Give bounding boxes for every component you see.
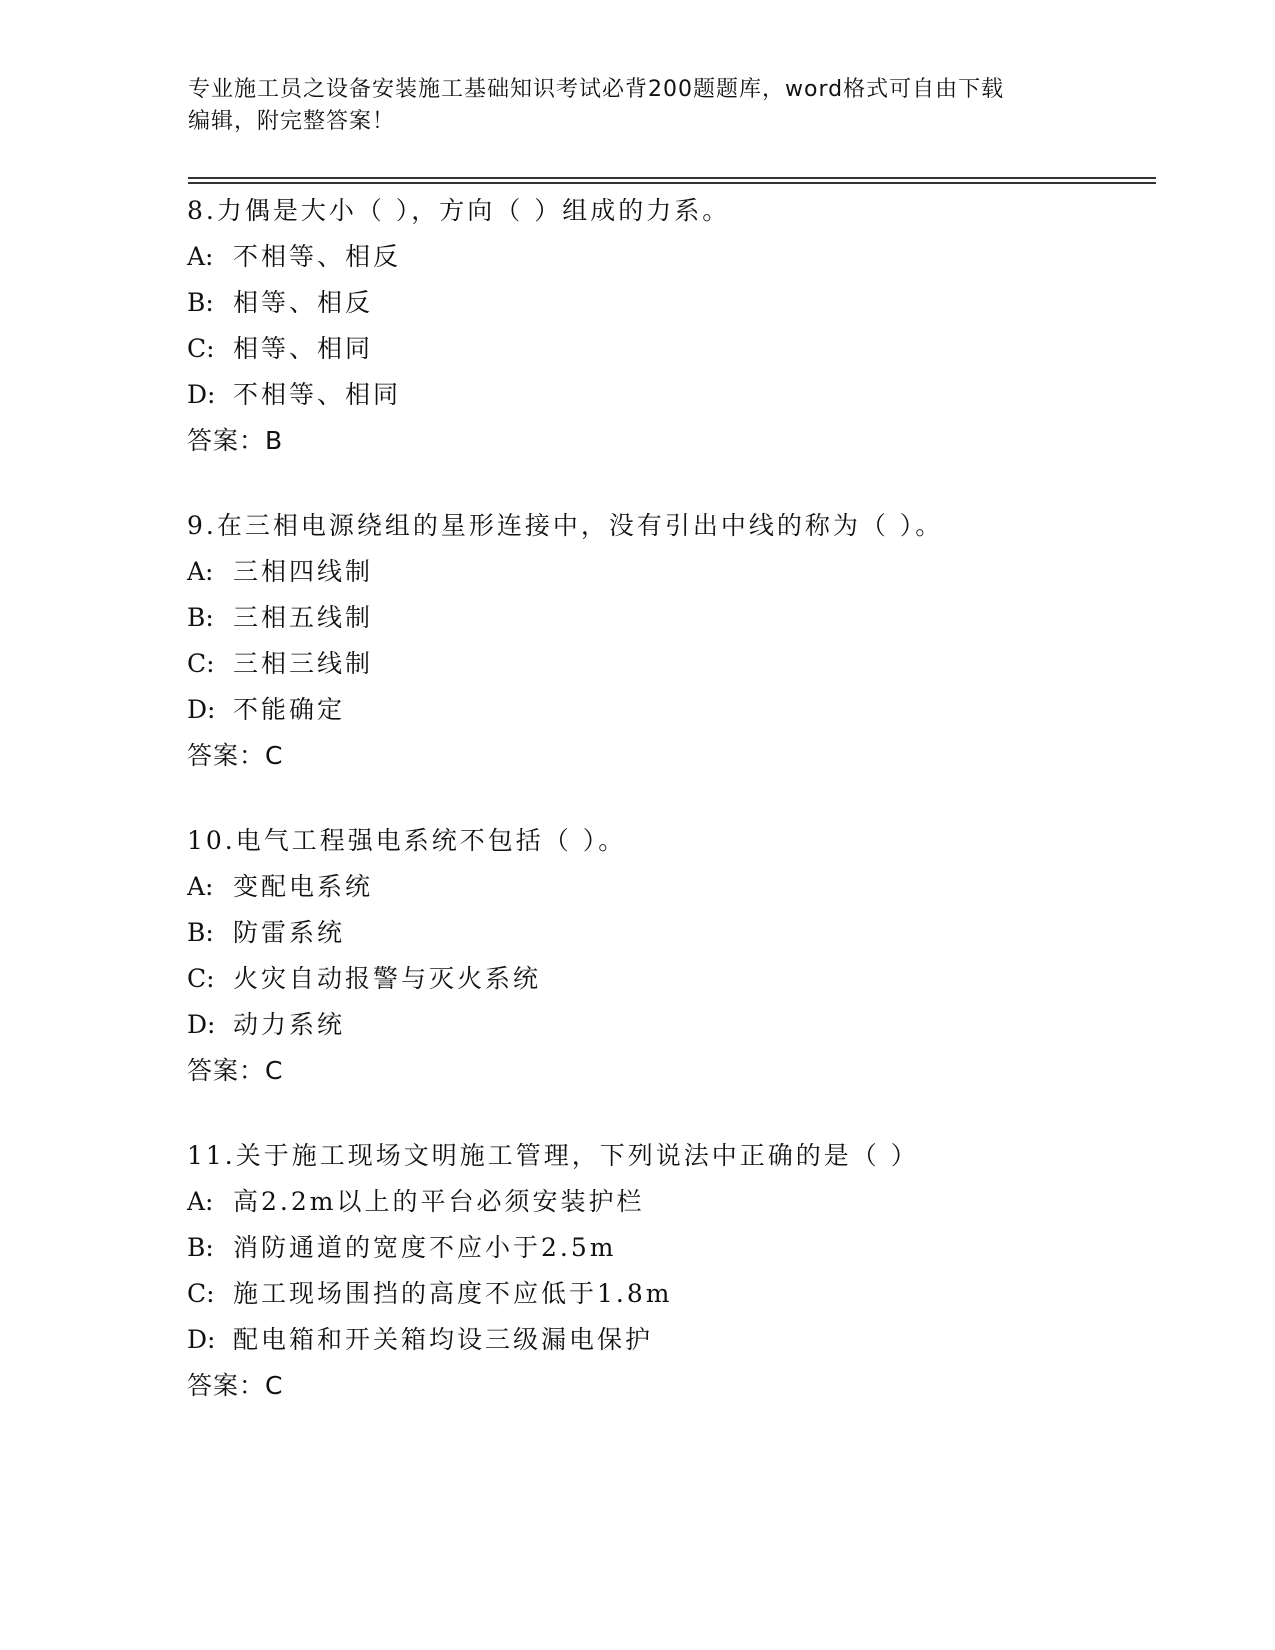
option-c bbox=[187, 641, 1157, 687]
document-header bbox=[188, 74, 1088, 138]
option-a bbox=[187, 234, 1157, 280]
option-d bbox=[187, 372, 1157, 418]
option-text: 不相等、相反 bbox=[233, 242, 402, 271]
option-letter: C: bbox=[187, 334, 215, 363]
option-letter: D: bbox=[187, 380, 216, 409]
option-text: 防雷系统 bbox=[233, 918, 346, 947]
option-text: 施工现场围挡的高度不应低于1.8m bbox=[233, 1279, 673, 1308]
question-title: 8.力偶是大小（ ），方向（ ）组成的力系。 bbox=[187, 196, 731, 225]
option-text: 高2.2m以上的平台必须安装护栏 bbox=[233, 1187, 645, 1216]
option-a bbox=[187, 549, 1157, 595]
option-b bbox=[187, 280, 1157, 326]
option-letter: B: bbox=[187, 603, 214, 632]
option-letter: B: bbox=[187, 288, 214, 317]
option-text: 不能确定 bbox=[233, 695, 346, 724]
option-letter: A: bbox=[187, 242, 214, 271]
option-text: 变配电系统 bbox=[233, 872, 374, 901]
answer: 答案：C bbox=[187, 1371, 284, 1400]
option-text: 动力系统 bbox=[233, 1010, 346, 1039]
question-9 bbox=[187, 503, 1157, 779]
option-a bbox=[187, 1179, 1157, 1225]
option-letter: A: bbox=[187, 557, 214, 586]
answer: 答案：B bbox=[187, 426, 284, 455]
option-c bbox=[187, 956, 1157, 1002]
question-title: 11.关于施工现场文明施工管理，下列说法中正确的是（ ） bbox=[187, 1141, 919, 1170]
option-b bbox=[187, 910, 1157, 956]
question-title: 10.电气工程强电系统不包括（ ）。 bbox=[187, 826, 627, 855]
answer: 答案：C bbox=[187, 741, 284, 770]
option-text: 消防通道的宽度不应小于2.5m bbox=[233, 1233, 617, 1262]
option-text: 三相五线制 bbox=[233, 603, 374, 632]
option-text: 三相四线制 bbox=[233, 557, 374, 586]
option-text: 相等、相反 bbox=[233, 288, 374, 317]
answer: 答案：C bbox=[187, 1056, 284, 1085]
header-divider-bottom bbox=[188, 182, 1156, 184]
header-divider-top bbox=[188, 177, 1156, 179]
option-letter: B: bbox=[187, 918, 214, 947]
option-a bbox=[187, 864, 1157, 910]
option-letter: A: bbox=[187, 872, 214, 901]
question-10 bbox=[187, 818, 1157, 1094]
option-d bbox=[187, 1317, 1157, 1363]
option-d bbox=[187, 687, 1157, 733]
option-letter: A: bbox=[187, 1187, 214, 1216]
option-text: 配电箱和开关箱均设三级漏电保护 bbox=[233, 1325, 654, 1354]
option-letter: C: bbox=[187, 1279, 215, 1308]
option-c bbox=[187, 326, 1157, 372]
option-d bbox=[187, 1002, 1157, 1048]
option-text: 火灾自动报警与灭火系统 bbox=[233, 964, 542, 993]
question-title: 9.在三相电源绕组的星形连接中，没有引出中线的称为（ ）。 bbox=[187, 511, 944, 540]
option-text: 相等、相同 bbox=[233, 334, 374, 363]
header-line-1: 专业施工员之设备安装施工基础知识考试必背200题题库，word格式可自由下载 bbox=[188, 77, 1005, 102]
option-letter: C: bbox=[187, 964, 215, 993]
header-line-2: 编辑，附完整答案！ bbox=[188, 109, 396, 134]
option-text: 三相三线制 bbox=[233, 649, 374, 678]
option-b bbox=[187, 1225, 1157, 1271]
option-letter: C: bbox=[187, 649, 215, 678]
option-letter: B: bbox=[187, 1233, 214, 1262]
option-letter: D: bbox=[187, 1325, 216, 1354]
option-b bbox=[187, 595, 1157, 641]
option-letter: D: bbox=[187, 1010, 216, 1039]
question-11 bbox=[187, 1133, 1157, 1409]
option-letter: D: bbox=[187, 695, 216, 724]
option-text: 不相等、相同 bbox=[233, 380, 402, 409]
option-c bbox=[187, 1271, 1157, 1317]
question-8 bbox=[187, 188, 1157, 464]
